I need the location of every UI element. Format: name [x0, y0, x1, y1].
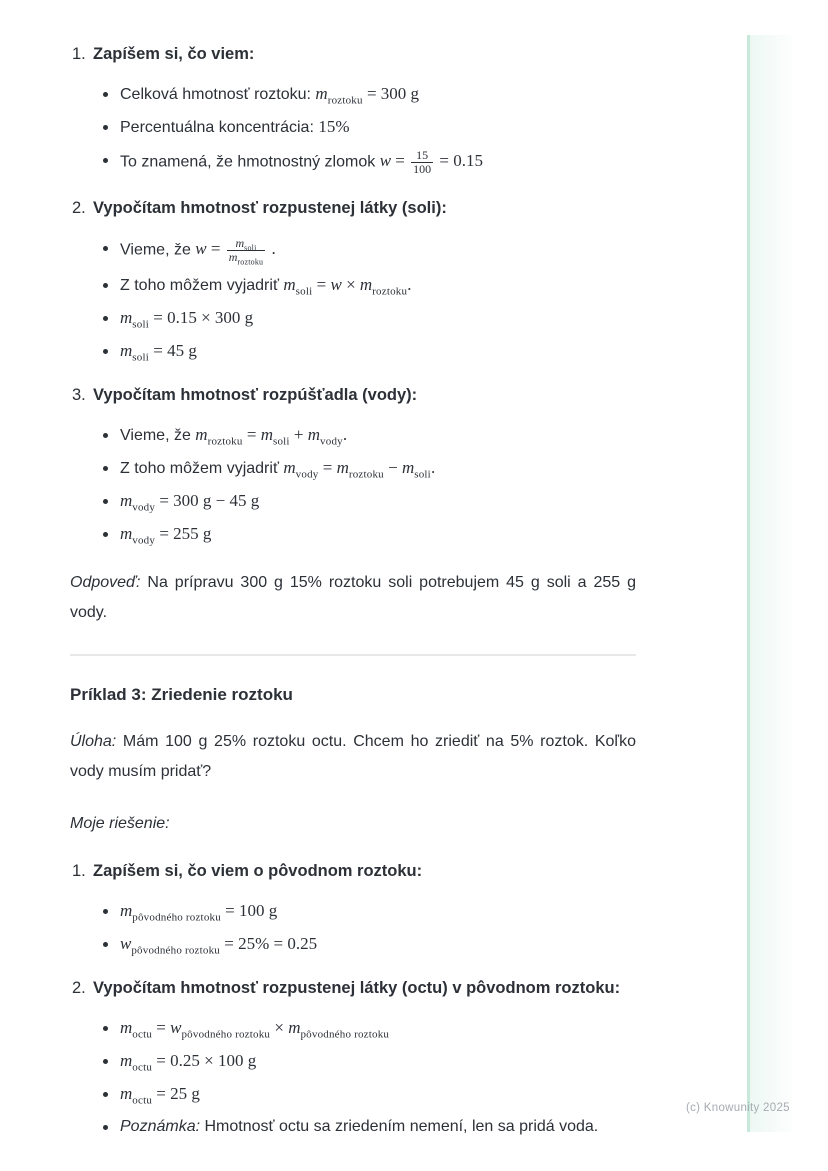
math-text: = — [391, 151, 410, 171]
paragraph — [70, 809, 636, 839]
math-variable: m — [120, 490, 133, 510]
math-variable: m — [283, 457, 296, 477]
bullet-icon — [103, 1092, 108, 1097]
bullet-icon — [103, 433, 108, 438]
fraction-numerator — [411, 149, 433, 162]
bullet-icon — [103, 316, 108, 321]
math-text: = 25 g — [152, 1083, 200, 1103]
math-variable: m — [235, 235, 245, 250]
italic-text-run: Odpoveď: — [70, 573, 141, 591]
list-item — [70, 340, 636, 363]
step-number: 1. — [72, 861, 86, 880]
list-item — [70, 1050, 636, 1073]
inline-math — [195, 235, 276, 267]
bullet-icon — [103, 909, 108, 914]
math-variable: m — [288, 1017, 301, 1037]
math-subscript: soli — [132, 318, 149, 331]
math-variable: w — [195, 239, 207, 259]
list-item — [70, 424, 636, 447]
list-item-text — [120, 1050, 636, 1073]
list-item-text — [120, 1083, 636, 1106]
math-variable: m — [307, 424, 321, 444]
math-subscript: pôvodného roztoku — [131, 944, 220, 957]
inline-math — [120, 523, 212, 547]
bullet-icon — [103, 1059, 108, 1064]
math-text: . — [407, 274, 412, 294]
step-heading — [70, 198, 636, 219]
math-text: = 255 g — [155, 523, 212, 543]
list-item — [70, 457, 636, 480]
math-variable: w — [330, 274, 342, 294]
right-highlight-stripe — [747, 35, 793, 1132]
bullet-icon — [103, 466, 108, 471]
math-variable: m — [120, 1050, 133, 1070]
math-text: = — [152, 1017, 171, 1037]
list-item — [70, 149, 636, 176]
math-subscript: roztoku — [348, 468, 384, 481]
text-run: Percentuálna koncentrácia: — [120, 119, 319, 136]
list-item-text — [120, 116, 636, 139]
bullet-icon — [103, 1125, 108, 1130]
bullet-list — [70, 237, 636, 363]
bullet-list — [70, 424, 636, 546]
bullet-icon — [103, 499, 108, 504]
step-title: Vypočítam hmotnosť rozpúšťadla (vody): — [93, 385, 418, 404]
math-text: − — [383, 457, 402, 477]
math-variable: m — [315, 84, 328, 103]
math-variable: w — [120, 933, 132, 953]
list-item — [70, 274, 636, 297]
step-number: 3. — [72, 385, 86, 404]
text-run: Na prípravu 300 g 15% roztoku soli potrebujem 45 g soli a 255 g vody. — [70, 573, 636, 621]
bullet-icon — [103, 246, 108, 251]
math-fraction — [227, 235, 266, 267]
inline-math — [283, 274, 412, 298]
math-variable: m — [120, 307, 133, 327]
math-subscript: soli — [272, 435, 290, 448]
list-item-text — [120, 235, 636, 267]
math-subscript: vody — [132, 534, 156, 547]
paragraph — [70, 727, 636, 787]
fraction-numerator — [227, 235, 266, 253]
bullet-list — [70, 83, 636, 176]
math-variable: m — [336, 457, 349, 477]
list-item — [70, 1116, 636, 1138]
math-text: = 0.15 × 300 g — [148, 307, 254, 327]
list-item — [70, 523, 636, 546]
math-text: = 25% = 0.25 — [219, 933, 318, 953]
inline-math — [195, 424, 348, 448]
italic-text-run: Úloha: — [70, 732, 117, 750]
list-item-text — [120, 340, 636, 363]
text-run: Vieme, že — [120, 241, 196, 259]
math-variable: m — [228, 249, 238, 264]
math-subscript: octu — [132, 1061, 153, 1074]
math-text: . — [267, 239, 276, 259]
list-item-text — [120, 424, 636, 447]
text-run: Celková hmotnosť roztoku: — [120, 86, 316, 103]
paragraph — [70, 568, 636, 628]
bullet-icon — [103, 349, 108, 354]
math-text: = 0.25 × 100 g — [152, 1050, 257, 1070]
bullet-icon — [103, 158, 108, 163]
watermark: (c) Knowunity 2025 — [686, 1102, 790, 1114]
list-item — [70, 116, 636, 139]
math-subscript: vody — [320, 435, 343, 448]
math-variable: m — [359, 274, 373, 294]
step-title: Zapíšem si, čo viem o pôvodnom roztoku: — [93, 861, 423, 880]
step-title: Vypočítam hmotnosť rozpustenej látky (octu) v pôvodnom roztoku: — [93, 978, 621, 997]
math-subscript: pôvodného roztoku — [132, 911, 221, 924]
math-variable: m — [120, 1083, 133, 1103]
math-text: = 45 g — [148, 340, 197, 360]
step-number: 2. — [72, 198, 86, 217]
inline-math — [379, 148, 483, 176]
math-variable: m — [401, 457, 415, 477]
math-subscript: vody — [295, 468, 319, 481]
list-item-text — [120, 457, 636, 480]
math-subscript: vody — [132, 501, 156, 514]
fraction-denominator — [411, 162, 433, 176]
list-item — [70, 235, 636, 267]
bullet-icon — [103, 532, 108, 537]
bullet-icon — [103, 1026, 108, 1031]
list-item — [70, 933, 636, 956]
math-text: 15% — [318, 117, 350, 136]
list-item-text — [120, 490, 636, 513]
list-item — [70, 1017, 636, 1040]
step-number: 1. — [72, 45, 86, 63]
list-item — [70, 307, 636, 330]
math-text: = 300 g − 45 g — [155, 490, 260, 510]
math-variable: m — [195, 424, 208, 444]
math-variable: m — [120, 523, 133, 543]
math-text: 15 — [416, 148, 429, 162]
math-text: = — [206, 239, 225, 259]
list-item-text — [120, 523, 636, 546]
document-content — [70, 44, 636, 1148]
math-variable: w — [379, 151, 392, 171]
math-subscript: soli — [244, 243, 257, 253]
italic-text-run: Moje riešenie: — [70, 814, 170, 832]
bullet-list — [70, 900, 636, 956]
math-subscript: soli — [132, 351, 149, 364]
inline-math — [120, 933, 318, 957]
math-text: = — [318, 457, 337, 477]
inline-math — [120, 307, 254, 331]
list-item — [70, 83, 636, 106]
inline-math — [120, 490, 260, 514]
step-title: Zapíšem si, čo viem: — [93, 45, 255, 63]
step-number: 2. — [72, 978, 86, 997]
list-item-text — [120, 307, 636, 330]
math-text: × — [341, 274, 360, 294]
math-text: = — [242, 424, 261, 444]
text-run: Hmotnosť octu sa zriedením nemení, len sa pridá voda. — [200, 1117, 599, 1135]
inline-math — [120, 340, 197, 364]
math-subscript: roztoku — [327, 94, 363, 107]
inline-math — [315, 84, 420, 107]
inline-math — [120, 1083, 200, 1107]
math-subscript: roztoku — [372, 285, 408, 298]
math-variable: m — [120, 900, 133, 920]
divider — [70, 654, 636, 656]
section-heading: Príklad 3: Zriedenie roztoku — [70, 684, 293, 704]
inline-math — [318, 117, 349, 136]
italic-text-run: Poznámka: — [120, 1117, 201, 1135]
list-item-text — [120, 1017, 636, 1040]
bullet-icon — [103, 283, 108, 288]
bullet-icon — [103, 125, 108, 130]
math-variable: m — [283, 274, 296, 294]
math-variable: m — [260, 424, 273, 444]
inline-math — [120, 900, 278, 924]
math-subscript: pôvodného roztoku — [300, 1028, 390, 1041]
math-variable: m — [120, 1017, 133, 1037]
math-variable: w — [170, 1017, 182, 1037]
text-run: Vieme, že — [120, 426, 196, 444]
fraction-denominator — [227, 249, 266, 267]
text-run: Z toho môžem vyjadriť — [120, 459, 284, 477]
list-item — [70, 1083, 636, 1106]
step-title: Vypočítam hmotnosť rozpustenej látky (soli): — [93, 198, 447, 217]
list-item — [70, 900, 636, 923]
step-heading — [70, 861, 636, 882]
math-text: + — [289, 424, 308, 444]
math-text: = — [312, 274, 331, 294]
inline-math — [283, 457, 436, 481]
math-text: = 0.15 — [435, 151, 483, 171]
step-heading — [70, 385, 636, 406]
math-text: . — [342, 424, 348, 444]
list-item — [70, 490, 636, 513]
list-item-text — [120, 933, 636, 956]
step-heading — [70, 978, 636, 999]
list-item-text — [120, 900, 636, 923]
math-text: × — [270, 1017, 289, 1037]
bullet-icon — [103, 942, 108, 947]
math-subscript: roztoku — [237, 257, 264, 267]
list-item-text — [120, 1116, 636, 1138]
text-run: Mám 100 g 25% roztoku octu. Chcem ho zriediť na 5% roztok. Koľko vody musím pridať? — [70, 732, 636, 780]
math-subscript: roztoku — [207, 435, 243, 448]
text-run: Z toho môžem vyjadriť — [120, 276, 284, 294]
inline-math — [120, 1050, 257, 1074]
math-subscript: soli — [414, 468, 431, 481]
text-run: To znamená, že hmotnostný zlomok — [120, 153, 380, 171]
list-item-text — [120, 274, 636, 297]
step-heading — [70, 44, 636, 65]
math-variable: m — [120, 340, 133, 360]
math-subscript: soli — [295, 285, 313, 298]
math-subscript: octu — [132, 1094, 153, 1107]
math-text: 100 — [413, 161, 432, 176]
math-text: = 100 g — [220, 900, 278, 920]
bullet-list — [70, 1017, 636, 1138]
list-item-text — [120, 83, 636, 106]
math-fraction — [411, 149, 433, 176]
list-item-text — [120, 149, 636, 176]
bullet-icon — [103, 92, 108, 97]
math-subscript: octu — [132, 1028, 153, 1041]
math-text: = 300 g — [362, 84, 420, 103]
inline-math — [120, 1017, 390, 1041]
math-subscript: pôvodného roztoku — [181, 1028, 271, 1041]
math-text: . — [430, 457, 436, 477]
